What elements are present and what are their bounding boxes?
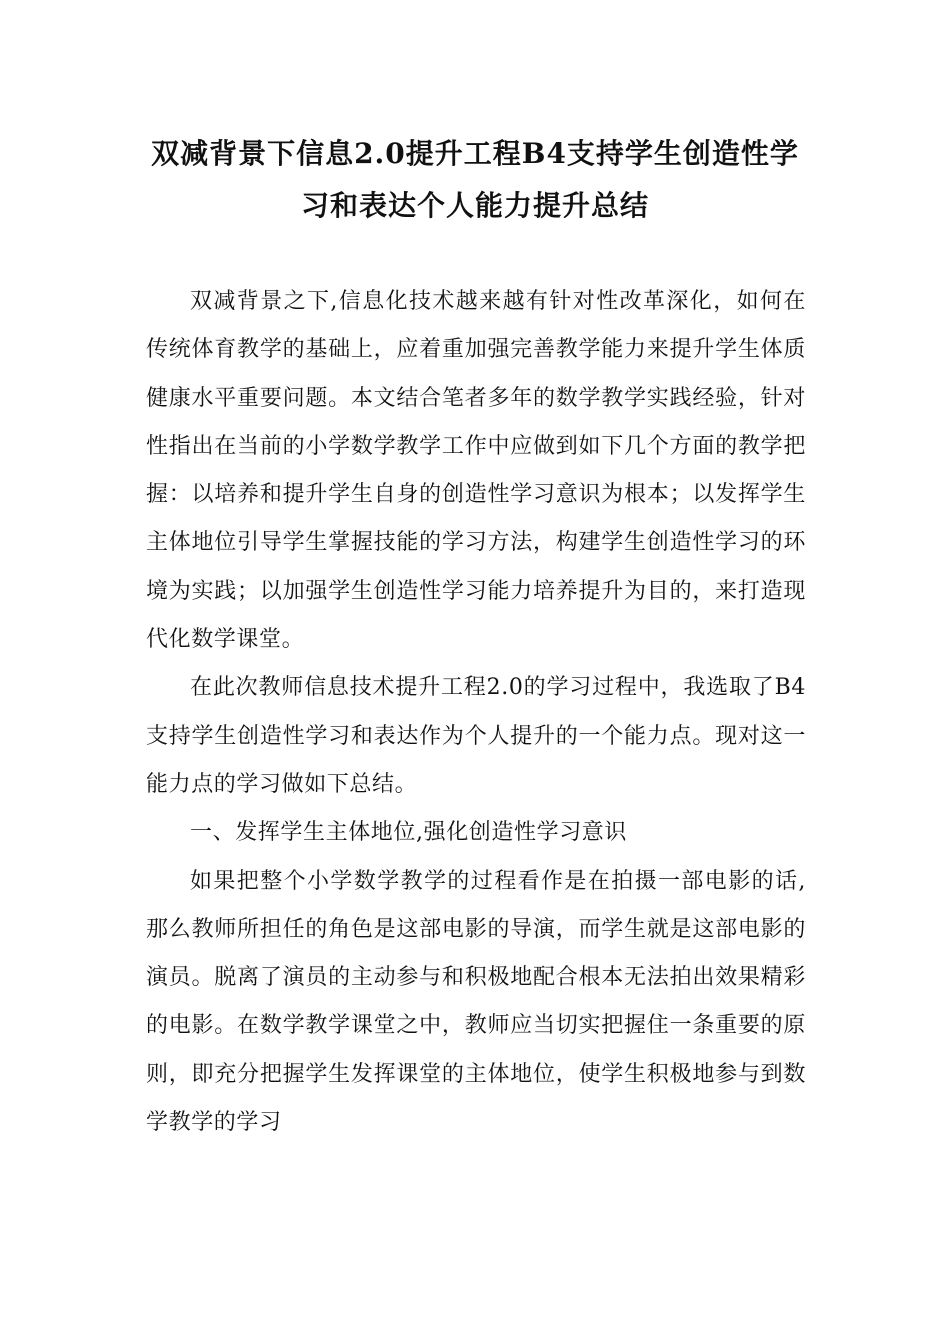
- document-title: [120, 128, 830, 232]
- title-line-1: 双减背景下信息2.0提升工程B4支持学生创造性学: [151, 137, 799, 170]
- document-body: [146, 278, 806, 1147]
- section-heading: 一、发挥学生主体地位,强化创造性学习意识: [190, 820, 627, 846]
- paragraph-selection: 在此次教师信息技术提升工程2.0的学习过程中，我选取了B4支持学生创造性学习和表达作为个人提升的一个能力点。现对这一能力点的学习做如下总结。: [146, 675, 806, 797]
- paragraph-intro: 双减背景之下,信息化技术越来越有针对性改革深化，如何在传统体育教学的基础上，应着重加强完善教学能力来提升学生体质健康水平重要问题。本文结合笔者多年的数学教学实践经验，针对性指出在当前的小学数学教学工作中应做到如下几个方面的教学把握：以培养和提升学生自身的创造性学习意识为根本；以发挥学生主体地位引导学生掌握技能的学习方法，构建学生创造性学习的环境为实践；以加强学生创造性学习能力培养提升为目的，来打造现代化数学课堂。: [146, 289, 806, 653]
- title-line-2: 习和表达个人能力提升总结: [300, 189, 649, 222]
- paragraph-section-one: 如果把整个小学数学教学的过程看作是在拍摄一部电影的话,那么教师所担任的角色是这部电影的导演，而学生就是这部电影的演员。脱离了演员的主动参与和积极地配合根本无法拍出效果精彩的电影。在数学教学课堂之中，教师应当切实把握住一条重要的原则，即充分把握学生发挥课堂的主体地位，使学生积极地参与到数学教学的学习: [146, 868, 806, 1136]
